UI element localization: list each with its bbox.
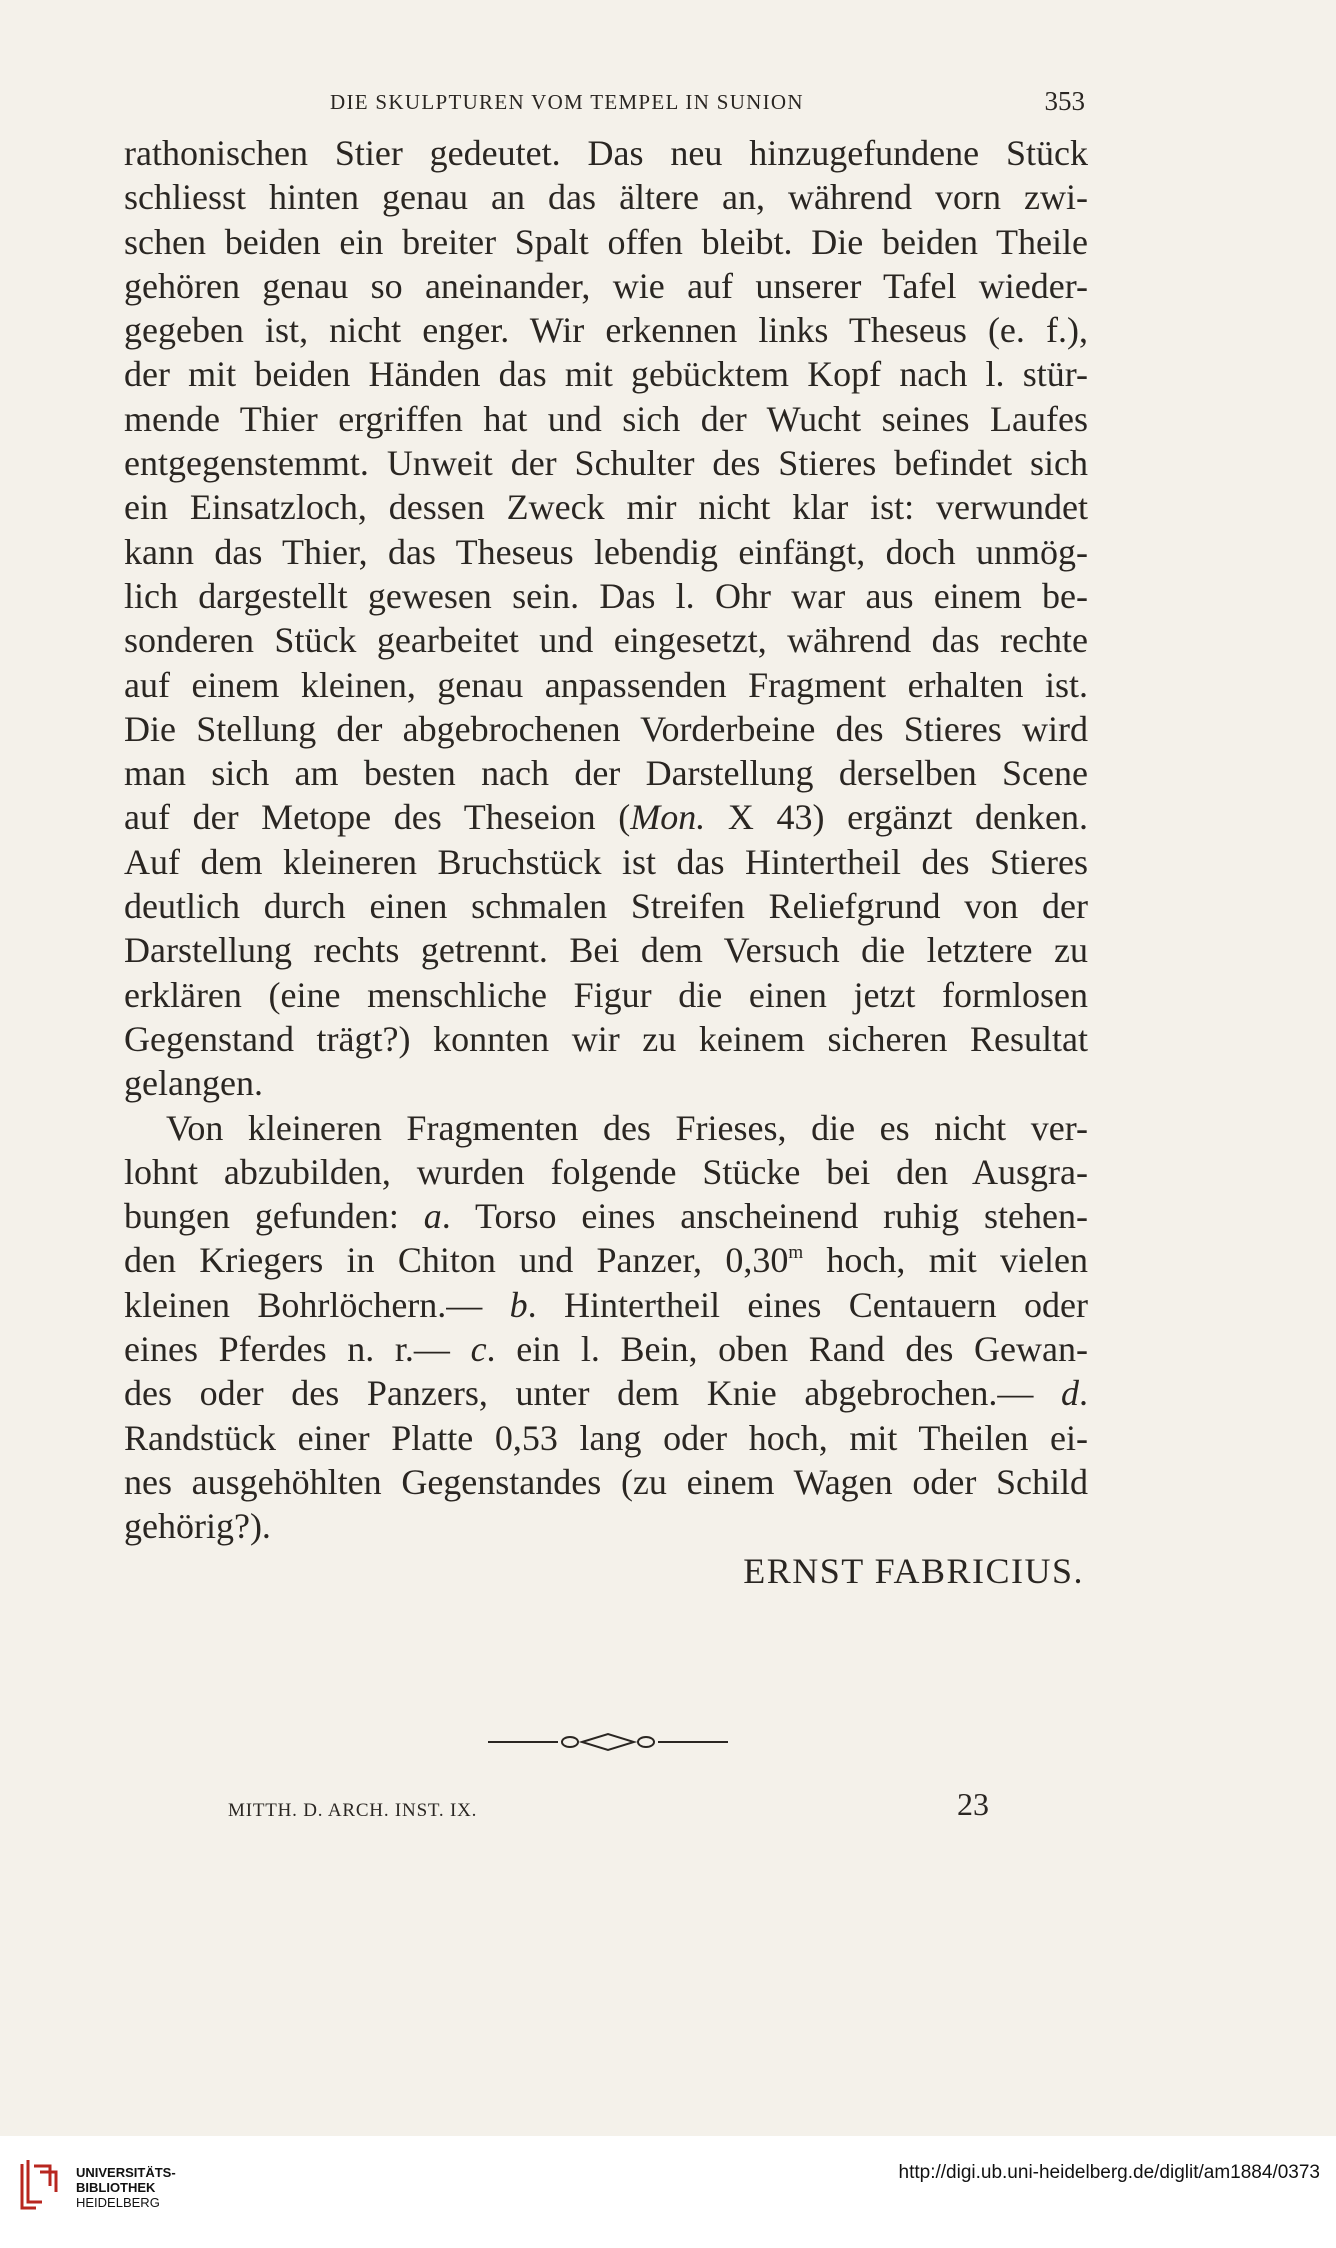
text-line: deutlich durch einen schmalen Streifen Reliefgrund von der [124,886,1088,927]
text-line: sonderen Stück gearbeitet und eingesetzt, während das rechte [124,620,1088,661]
unit-superscript: m [788,1242,804,1264]
text-run: auf der Metope des Theseion ( [124,797,631,838]
text-line: man sich am besten nach der Darstellung derselben Scene [124,753,1088,794]
italic-letter: c [470,1329,487,1370]
text-line: rathonischen Stier gedeutet. Das neu hinzugefundene Stück [124,133,1088,173]
text-line [124,1371,1088,1415]
text-line: Darstellung rechts getrennt. Bei dem Versuch die letztere zu [124,930,1088,971]
running-title: DIE SKULPTUREN VOM TEMPEL IN SUNION [330,90,804,114]
text-line: Von kleineren Fragmenten des Frieses, die es nicht ver- [166,1107,1088,1148]
text-line: kann das Thier, das Theseus lebendig einfängt, doch unmög- [124,531,1088,572]
text-run: hoch, mit vielen [803,1240,1088,1281]
text-line: schliesst hinten genau an das ältere an, während vorn zwi- [124,177,1088,218]
text-line: gehörig?). [124,1506,271,1547]
library-logo-icon[interactable] [14,2156,64,2216]
text-line: ein Einsatzloch, dessen Zweck mir nicht klar ist: verwundet [124,487,1088,528]
text-line: Gegenstand trägt?) konnten wir zu keinem sicheren Resultat [124,1018,1088,1059]
text-run: . Hintertheil eines Centauern oder [527,1284,1088,1325]
text-run: . ein l. Bein, oben Rand des Gewan- [486,1329,1089,1370]
library-name[interactable] [76,2165,176,2210]
text-line [124,795,1088,839]
text-line: nes ausgehöhlten Gegenstandes (zu einem Wagen oder Schild [124,1461,1088,1502]
text-line: entgegenstemmt. Unweit der Schulter des Stieres befindet sich [124,443,1088,484]
text-run: kleinen Bohrlöchern.— [124,1284,510,1325]
page-number: 353 [1044,86,1085,116]
text-line [124,1327,1088,1371]
text-line [124,1194,1088,1238]
text-run: bungen gefunden: [124,1196,424,1237]
running-head [125,86,1085,126]
text-line: Randstück einer Platte 0,53 lang oder hoch, mit Theilen ei- [124,1417,1088,1458]
source-url-link[interactable]: http://digi.ub.uni-heidelberg.de/diglit/am1884/0373 [898,2162,1320,2183]
text-run: X 43) ergänzt denken. [705,797,1089,838]
italic-letter: d [1061,1373,1079,1414]
viewer-footer [0,2136,1336,2248]
italic-citation: Mon. [630,797,706,838]
text-run: des oder des Panzers, unter dem Knie abgebrochen.— [124,1373,1061,1414]
text-run: eines Pferdes n. r.— [124,1329,471,1370]
text-run: . [1079,1373,1088,1414]
text-line: lohnt abzubilden, wurden folgende Stücke bei den Ausgra- [124,1151,1088,1192]
text-line: auf einem kleinen, genau anpassenden Fragment erhalten ist. [124,664,1088,705]
sheet-signature: MITTH. D. ARCH. INST. IX. [228,1800,478,1821]
library-name-line: BIBLIOTHEK [76,2180,156,2195]
author-signature: ERNST FABRICIUS. [743,1550,1084,1591]
text-line: gegeben ist, nicht enger. Wir erkennen links Theseus (e. f.), [124,310,1088,351]
ornament-divider [488,1730,728,1754]
text-line: Die Stellung der abgebrochenen Vorderbeine des Stieres wird [124,708,1088,749]
text-line: gelangen. [124,1063,263,1104]
text-line: der mit beiden Händen das mit gebücktem Kopf nach l. stür- [124,354,1088,395]
text-line [124,1238,1088,1282]
library-name-line: UNIVERSITÄTS- [76,2165,176,2180]
text-line: Auf dem kleineren Bruchstück ist das Hintertheil des Stieres [124,841,1088,882]
text-line: gehören genau so aneinander, wie auf unserer Tafel wieder- [124,265,1088,306]
text-line: erklären (eine menschliche Figur die einen jetzt formlosen [124,974,1088,1015]
body-text [124,131,1088,1593]
library-name-line: HEIDELBERG [76,2195,160,2210]
text-line [124,1283,1088,1327]
text-run: den Kriegers in Chiton und Panzer, 0,30 [124,1240,789,1281]
text-run: . Torso eines anscheinend ruhig stehen- [441,1196,1088,1237]
italic-letter: b [509,1284,528,1325]
italic-letter: a [423,1196,442,1237]
text-line: lich dargestellt gewesen sein. Das l. Ohr war aus einem be- [124,575,1088,616]
text-line: mende Thier ergriffen hat und sich der Wucht seines Laufes [124,398,1088,439]
sheet-number: 23 [957,1786,989,1822]
text-line: schen beiden ein breiter Spalt offen bleibt. Die beiden Theile [124,221,1088,262]
